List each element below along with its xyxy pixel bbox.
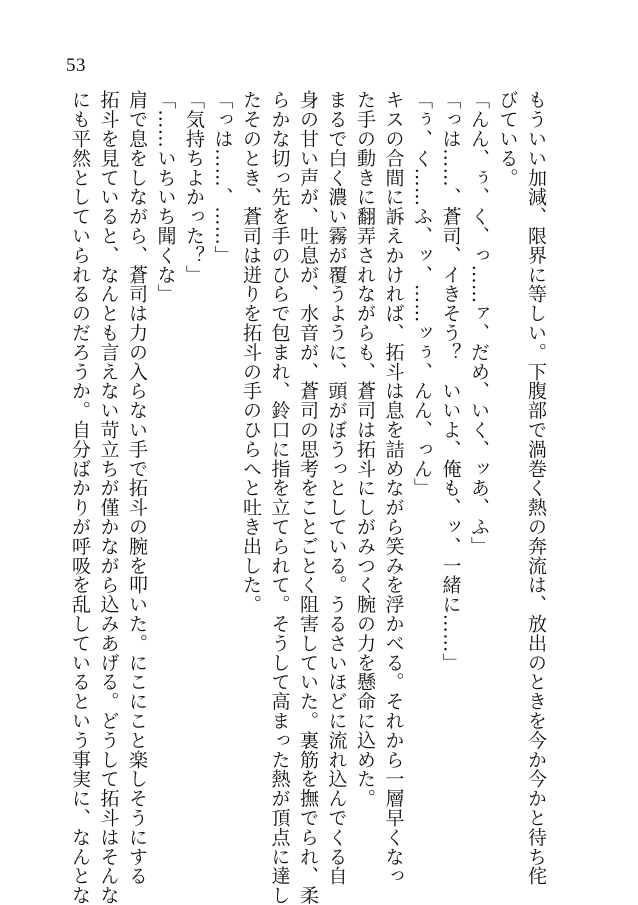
text-line: にも平然としていられるのだろうか。自分ばかりが呼吸を乱しているという事実に、なんとな (69, 90, 91, 905)
text-line: キスの合間に訴えかければ、拓斗は息を詰めながら笑みを浮かべる。それから一層早くなっ (382, 90, 405, 886)
text-line: 「ぅ、く……ふ、ッ、……ッぅ、んん、っん」 (411, 90, 433, 498)
text-line: 「……いちいち聞くな」 (154, 90, 177, 304)
text-line: 「っは……、蒼司、イきそう？ いいよ、俺も、ッ、一緒に……」 (439, 90, 462, 672)
text-line: もういい加減、限界に等しい。下腹部で渦巻く熱の奔流は、放出のときを今か今かと待ち侘 (525, 90, 547, 886)
text-line: らかな切っ先を手のひらで包まれ、鈴口に指を立てられて。そうして高まった熱が頂点に達し (268, 90, 291, 905)
text-line: 「っは……、……」 (211, 90, 234, 265)
text-line: 「んん、ぅ、く、っ……ァ、だめ、いく、ッあ、ふ」 (468, 90, 490, 556)
text-line: 「気持ちよかった？」 (183, 90, 205, 284)
text-line: まるで白く濃い霧が覆うように、頭がぼうっとしている。うるさいほどに流れ込んでくる自 (325, 90, 348, 886)
text-line: びている。 (496, 90, 519, 187)
text-line: たそのとき、蒼司は迸りを拓斗の手のひらへと吐き出した。 (240, 90, 262, 614)
text-line: 肩で息をしながら、蒼司は力の入らない手で拓斗の腕を叩いた。にこにこと楽しそうにする (126, 90, 148, 886)
text-line: 身の甘い声が、吐息が、水音が、蒼司の思考をことごとく阻害していた。裏筋を撫でられ、柔 (297, 90, 319, 905)
page-number: 53 (66, 55, 86, 76)
text-line: た手の動きに翻弄されながらも、蒼司は拓斗にしがみつく腕の力を懸命に込めた。 (354, 90, 376, 808)
vertical-text-body (69, 90, 550, 905)
text-line: 拓斗を見ていると、なんとも言えない苛立ちが僅かながら込みあげる。どうして拓斗はそんな (97, 90, 120, 905)
